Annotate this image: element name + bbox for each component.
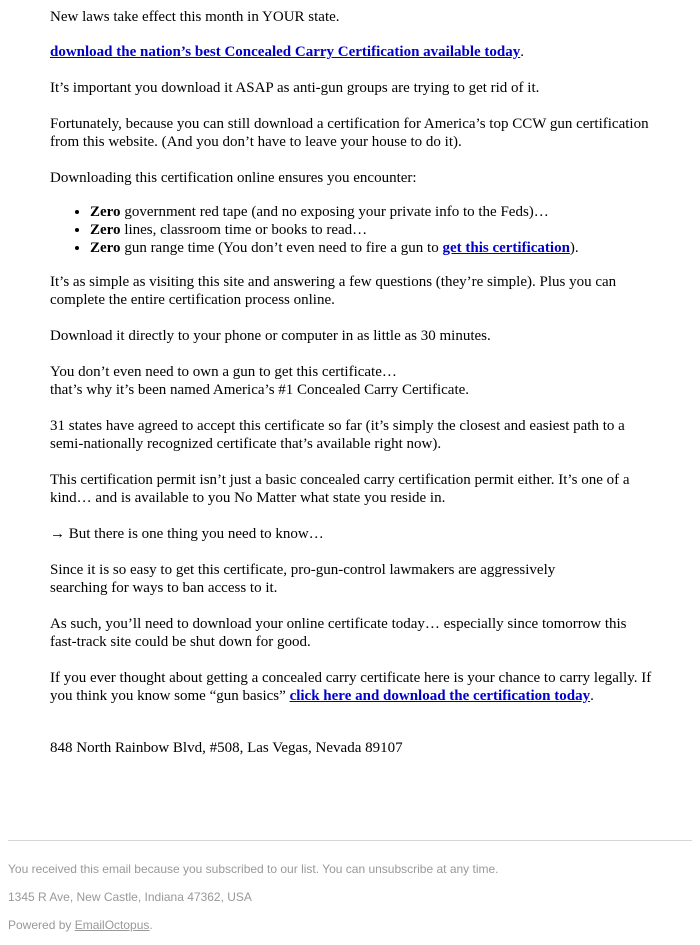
get-certification-link[interactable]: get this certification — [442, 240, 570, 256]
emailoctopus-link[interactable]: EmailOctopus — [74, 918, 150, 932]
ensures-paragraph: Downloading this certification online ensures you encounter: — [50, 170, 417, 186]
such-paragraph: As such, you’ll need to download your online certificate today… especially since tomorrow this fast-track site could be shut down for good. — [50, 616, 627, 650]
states-paragraph: 31 states have agreed to accept this certificate so far (it’s simply the closest and easiest path to a semi-nationally recognized certificate that’s available right now). — [50, 418, 625, 452]
benefits-list — [50, 203, 680, 257]
permit-paragraph: This certification permit isn’t just a basic concealed carry certification permit either. It’s one of a kind… and is available to you No Matter what state you reside in. — [50, 472, 630, 506]
final-paragraph — [50, 669, 655, 705]
footer-subscribed: You received this email because you subscribed to our list. You can unsubscribe at any time. — [8, 862, 499, 876]
own-gun-paragraph — [50, 363, 469, 399]
list-item — [90, 239, 680, 257]
download-certification-link[interactable]: download the nation’s best Concealed Carry Certification available today — [50, 44, 521, 60]
bullet-bold: Zero — [90, 222, 121, 238]
list-item — [90, 203, 680, 221]
bullet-text: government red tape (and no exposing your private info to the Feds)… — [120, 204, 549, 220]
asap-paragraph: It’s important you download it ASAP as anti-gun groups are trying to get rid of it. — [50, 80, 540, 96]
final-link-suffix: . — [590, 688, 594, 704]
own-gun-line-2: that’s why it’s been named America’s #1 Concealed Carry Certificate. — [50, 382, 470, 398]
bullet-bold: Zero — [90, 240, 121, 256]
powered-prefix: Powered by — [8, 918, 75, 932]
download-paragraph — [50, 43, 524, 61]
bullet-text: lines, classroom time or books to read… — [120, 222, 368, 238]
footer-address: 1345 R Ave, New Castle, Indiana 47362, USA — [8, 890, 252, 904]
download-link-suffix: . — [520, 44, 525, 60]
own-gun-line-1: You don’t even need to own a gun to get this certificate… — [50, 364, 397, 380]
fortunately-paragraph: Fortunately, because you can still download a certification for America’s top CCW gun certification from this website. (And you don’t have to leave your house to do it). — [50, 116, 649, 150]
intro-text: New laws take effect this month in YOUR state. — [50, 9, 340, 25]
download-certification-today-link[interactable]: click here and download the certification today — [289, 688, 591, 704]
powered-suffix: . — [149, 918, 153, 932]
easy-paragraph: Since it is so easy to get this certificate, pro-gun-control lawmakers are aggressively searching for ways to ban access to it. — [50, 562, 556, 596]
simple-paragraph: It’s as simple as visiting this site and answering a few questions (they’re simple). Plus you can complete the entire certification process online. — [50, 274, 617, 308]
bullet-bold: Zero — [90, 204, 121, 220]
footer-powered — [8, 917, 692, 933]
footer-divider — [8, 840, 692, 841]
final-text: If you ever thought about getting a concealed carry certificate here is your chance to carry legally. If you think you know some “gun basics” — [50, 670, 652, 704]
bullet-after: ). — [569, 240, 579, 256]
arrow-paragraph: → But there is one thing you need to know… — [50, 526, 324, 542]
bullet-text: gun range time (You don’t even need to fire a gun to — [120, 240, 443, 256]
download-time-paragraph: Download it directly to your phone or computer in as little as 30 minutes. — [50, 328, 491, 344]
list-item — [90, 221, 680, 239]
sender-address: 848 North Rainbow Blvd, #508, Las Vegas, Nevada 89107 — [50, 740, 403, 756]
